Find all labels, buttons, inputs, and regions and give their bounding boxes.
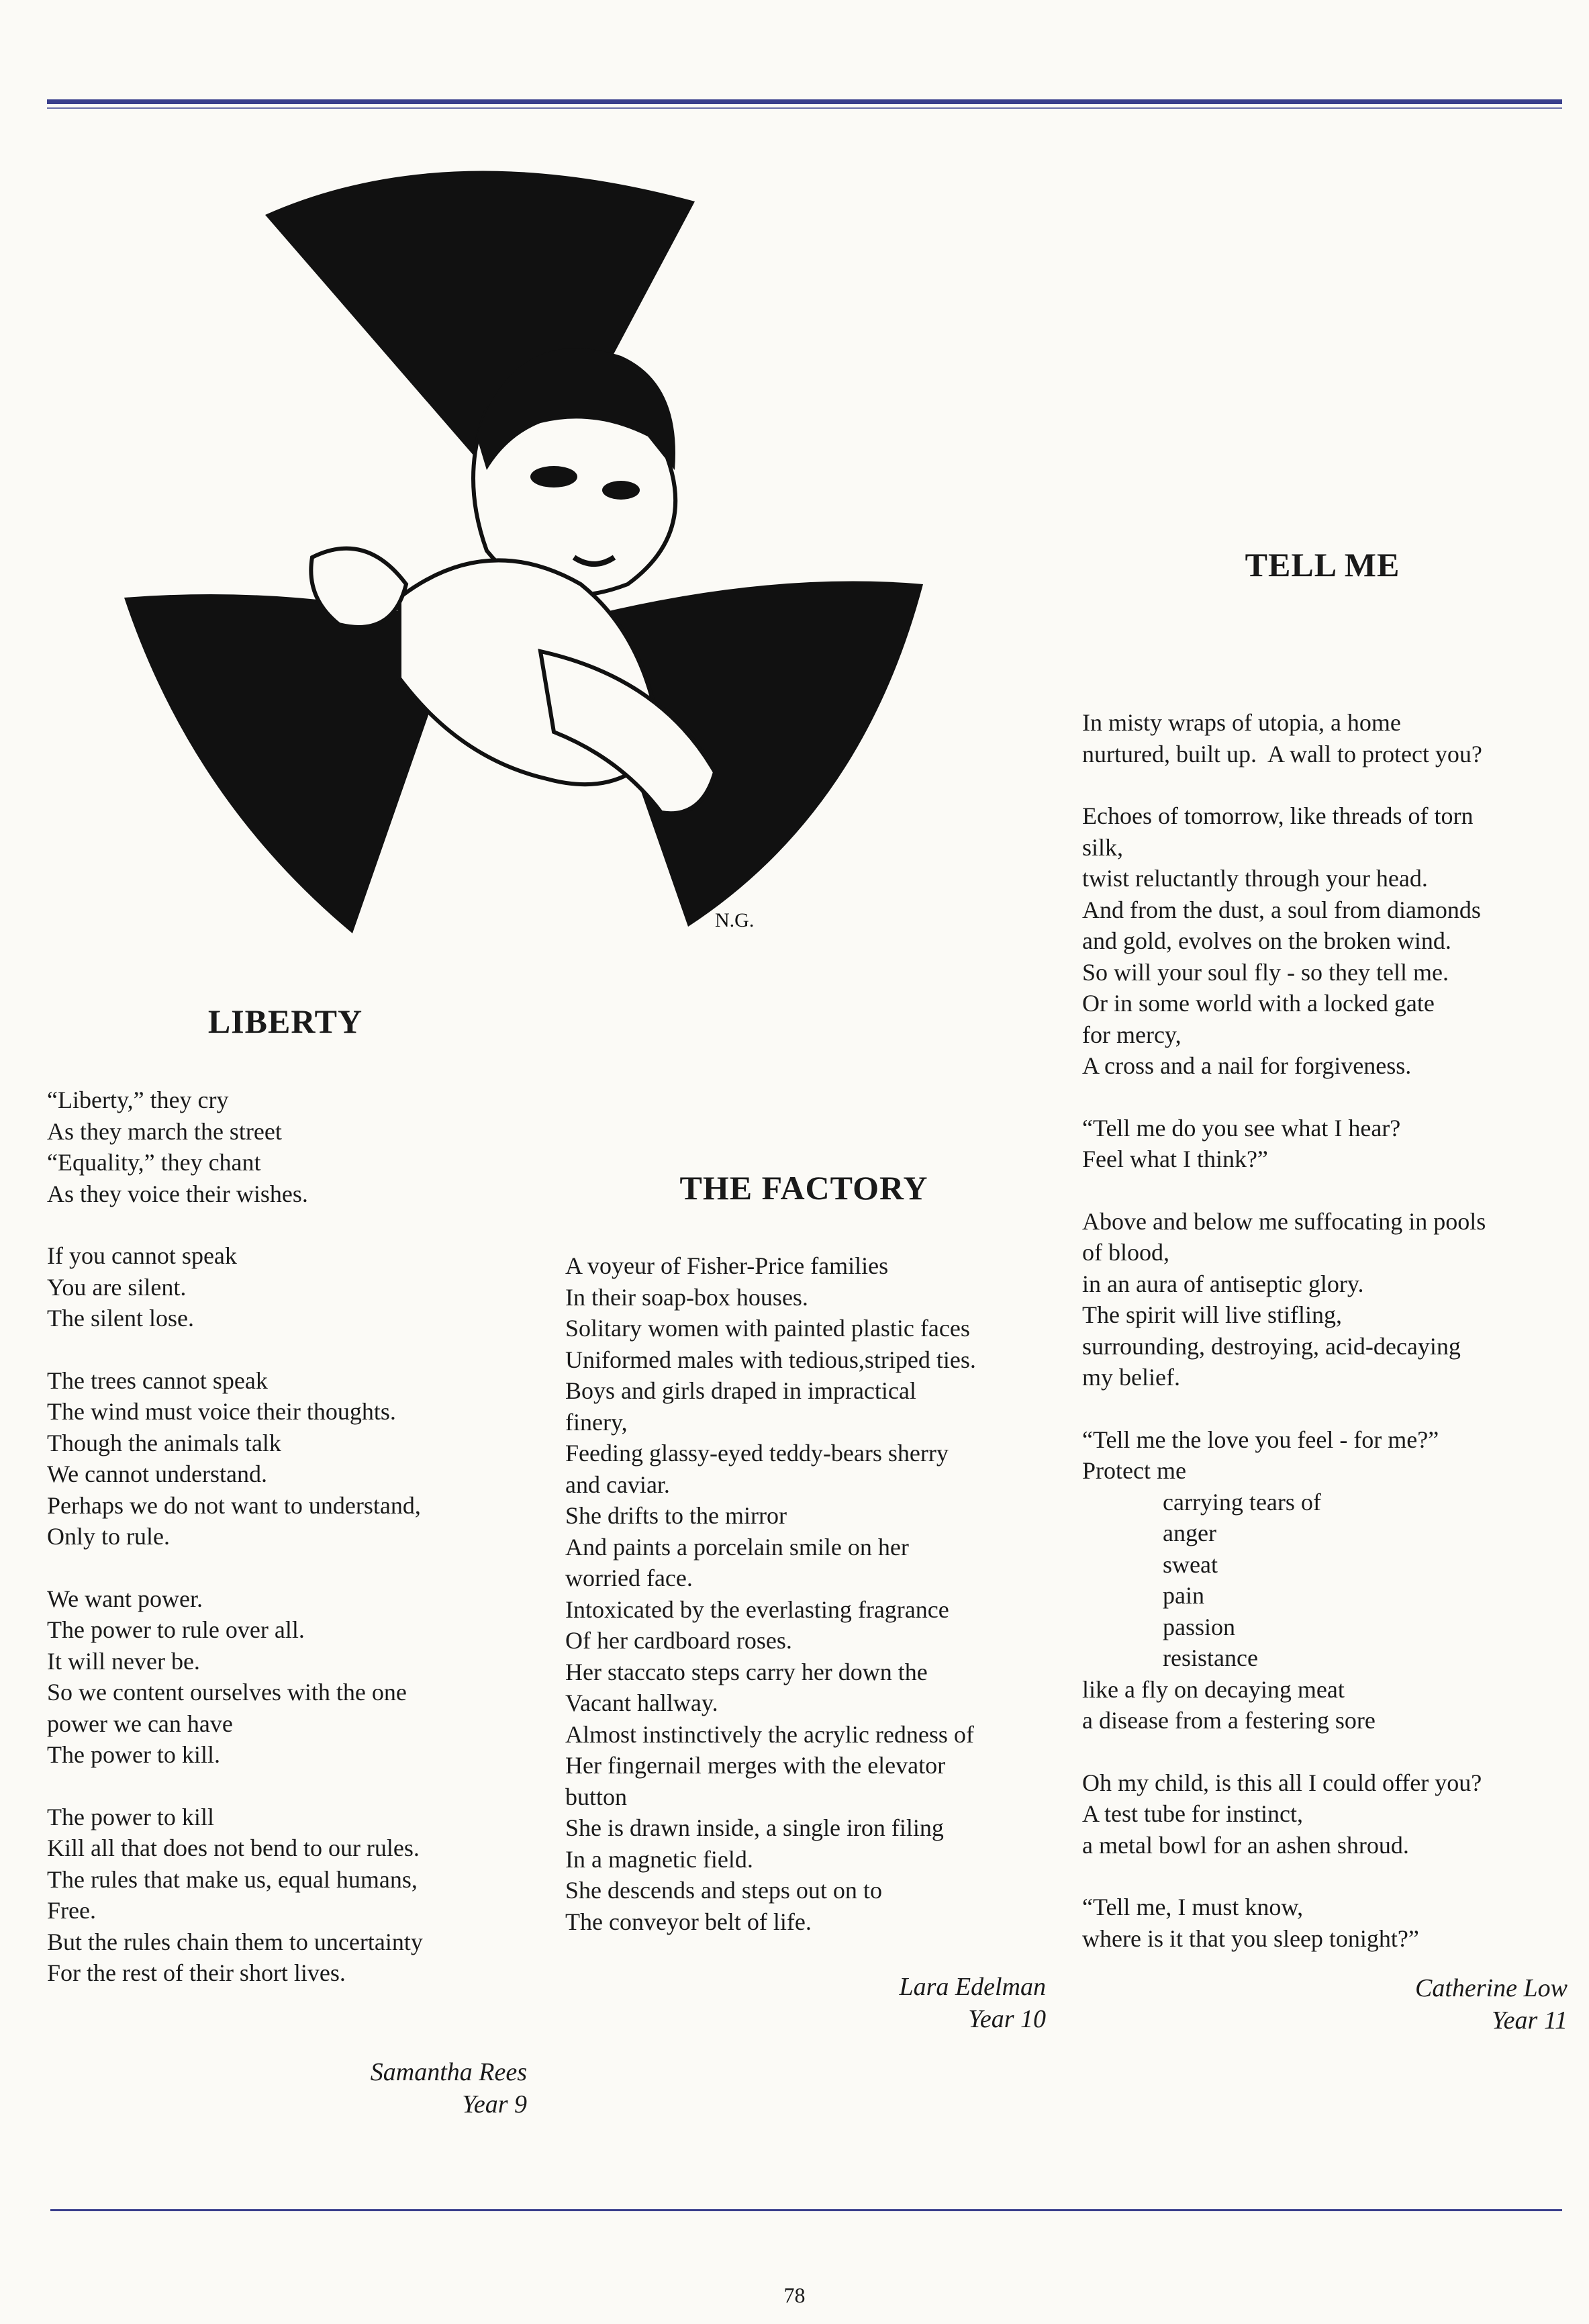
poem-line: We cannot understand. (47, 1460, 267, 1487)
poem-line: She descends and steps out on to (565, 1877, 882, 1904)
poem-line: pain (1163, 1582, 1204, 1609)
poem-line: Free. (47, 1897, 96, 1924)
stanza (1082, 800, 1572, 1082)
poem-line: Protect me (1082, 1457, 1186, 1484)
poem-line: So we content ourselves with the one (47, 1679, 407, 1706)
poem-line: “Tell me the love you feel - for me?” (1082, 1426, 1439, 1453)
poem-line: button (565, 1783, 628, 1810)
title-liberty: LIBERTY (207, 1003, 363, 1040)
poem-line: The power to kill. (47, 1741, 220, 1768)
poem-line: In a magnetic field. (565, 1845, 753, 1873)
author-liberty (201, 2056, 527, 2121)
poem-line: resistance (1163, 1644, 1258, 1671)
stanza (1082, 1892, 1572, 1954)
poem-line: The spirit will live stifling, (1082, 1301, 1342, 1328)
poem-line: Feeding glassy-eyed teddy-bears sherry (565, 1440, 949, 1467)
poem-line: For the rest of their short lives. (47, 1959, 346, 1986)
poem-line: A voyeur of Fisher-Price families (565, 1252, 889, 1279)
author-year: Year 11 (1492, 2006, 1568, 2035)
author-year: Year 9 (462, 2090, 527, 2119)
poem-line: And paints a porcelain smile on her (565, 1533, 909, 1561)
poem-line: Solitary women with painted plastic faces (565, 1315, 970, 1342)
poem-tell-me (1082, 707, 1572, 1985)
poem-line: Feel what I think?” (1082, 1146, 1268, 1172)
poem-line: So will your soul fly - so they tell me. (1082, 958, 1449, 986)
poem-line: The wind must voice their thoughts. (47, 1398, 396, 1425)
title-tell-me: TELL ME (1245, 546, 1400, 584)
poem-line: Almost instinctively the acrylic redness of (565, 1720, 974, 1748)
poem-line: The rules that make us, equal humans, (47, 1865, 418, 1893)
poem-line: The power to rule over all. (47, 1616, 305, 1643)
title-the-factory: THE FACTORY (679, 1169, 928, 1207)
poem-line: “Equality,” they chant (47, 1149, 261, 1176)
stanza (1082, 1767, 1572, 1861)
stanza (47, 1583, 530, 1771)
poem-line: carrying tears of (1163, 1488, 1321, 1516)
author-name: Catherine Low (1415, 1974, 1568, 2002)
stanza (1082, 1113, 1572, 1175)
poem-line: and gold, evolves on the broken wind. (1082, 927, 1451, 954)
poem-line: But the rules chain them to uncertainty (47, 1928, 423, 1955)
poem-line: In their soap-box houses. (565, 1283, 808, 1311)
poem-line: my belief. (1082, 1364, 1180, 1391)
poem-line: finery, (565, 1408, 628, 1436)
top-rule-thin (47, 107, 1562, 109)
poem-line: She is drawn inside, a single iron filing (565, 1814, 944, 1841)
poem-liberty (47, 1084, 530, 2020)
poem-the-factory (565, 1250, 1055, 1968)
poem-line: worried face. (565, 1565, 693, 1591)
poem-line: power we can have (47, 1710, 233, 1737)
poem-line: “Liberty,” they cry (47, 1086, 229, 1113)
poem-line: in an aura of antiseptic glory. (1082, 1270, 1364, 1297)
poem-line: Perhaps we do not want to understand, (47, 1491, 421, 1519)
poem-line: Of her cardboard roses. (565, 1627, 792, 1654)
poem-line: We want power. (47, 1585, 203, 1612)
poem-line: Uniformed males with tedious,striped ties. (565, 1346, 976, 1373)
poem-line: and caviar. (565, 1471, 670, 1498)
poem-line: passion (1163, 1613, 1235, 1640)
stanza (1082, 1424, 1572, 1736)
poem-line: for mercy, (1082, 1021, 1182, 1048)
poem-line: A cross and a nail for forgiveness. (1082, 1052, 1412, 1079)
stanza (47, 1240, 530, 1334)
stanza (47, 1365, 530, 1552)
poem-line: If you cannot speak (47, 1242, 237, 1269)
poem-line: like a fly on decaying meat (1082, 1675, 1345, 1703)
poem-line: It will never be. (47, 1647, 200, 1675)
illustration-initials: N.G. (715, 909, 755, 931)
poem-line: anger (1163, 1520, 1216, 1546)
poem-line: Above and below me suffocating in pools (1082, 1207, 1486, 1235)
poem-line: As they voice their wishes. (47, 1180, 308, 1207)
illustration-radiation-child (111, 154, 936, 980)
poem-line: a disease from a festering sore (1082, 1707, 1376, 1734)
poem-line: Echoes of tomorrow, like threads of torn (1082, 802, 1474, 829)
poem-line: “Tell me, I must know, (1082, 1894, 1304, 1920)
poem-line: Only to rule. (47, 1523, 170, 1550)
stanza (47, 1802, 530, 1989)
poem-line: a metal bowl for an ashen shroud. (1082, 1831, 1409, 1859)
author-tell-me (1275, 1972, 1568, 2037)
poem-line: Vacant hallway. (565, 1689, 718, 1716)
poem-line: nurtured, built up. A wall to protect you? (1082, 740, 1482, 768)
poem-line: She drifts to the mirror (565, 1502, 787, 1529)
poem-line: twist reluctantly through your head. (1082, 865, 1428, 892)
poem-line: Kill all that does not bend to our rules. (47, 1834, 420, 1861)
poem-line: The trees cannot speak (47, 1366, 268, 1394)
poem-line: “Tell me do you see what I hear? (1082, 1114, 1401, 1142)
author-the-factory (738, 1971, 1046, 2035)
author-year: Year 10 (968, 2005, 1046, 2033)
bottom-rule (50, 2209, 1562, 2211)
poem-line: surrounding, destroying, acid-decaying (1082, 1332, 1461, 1360)
top-rule (47, 99, 1562, 104)
poem-line: Her staccato steps carry her down the (565, 1658, 928, 1685)
page-number: 78 (783, 2283, 806, 2307)
poem-line: And from the dust, a soul from diamonds (1082, 896, 1481, 923)
poem-line: where is it that you sleep tonight?” (1082, 1924, 1419, 1952)
poem-line: A test tube for instinct, (1082, 1800, 1303, 1827)
stanza (1082, 1206, 1572, 1393)
author-name: Samantha Rees (370, 2058, 527, 2086)
poem-line: Oh my child, is this all I could offer you? (1082, 1769, 1482, 1796)
poem-line: In misty wraps of utopia, a home (1082, 709, 1401, 736)
stanza (565, 1250, 1055, 1937)
poem-line: You are silent. (47, 1273, 187, 1301)
poem-line: The silent lose. (47, 1305, 194, 1332)
poem-line: The conveyor belt of life. (565, 1908, 812, 1935)
poem-line: As they march the street (47, 1117, 282, 1145)
poem-line: silk, (1082, 833, 1124, 861)
poem-line: sweat (1163, 1550, 1218, 1578)
poem-line: of blood, (1082, 1239, 1169, 1266)
stanza (47, 1084, 530, 1209)
author-name: Lara Edelman (899, 1973, 1046, 2001)
poem-line: Or in some world with a locked gate (1082, 990, 1435, 1017)
poem-line: Intoxicated by the everlasting fragrance (565, 1595, 949, 1623)
poem-line: Though the animals talk (47, 1429, 281, 1456)
poem-line: The power to kill (47, 1803, 214, 1830)
stanza (1082, 707, 1572, 770)
poem-line: Boys and girls draped in impractical (565, 1377, 916, 1404)
poem-line: Her fingernail merges with the elevator (565, 1752, 946, 1779)
